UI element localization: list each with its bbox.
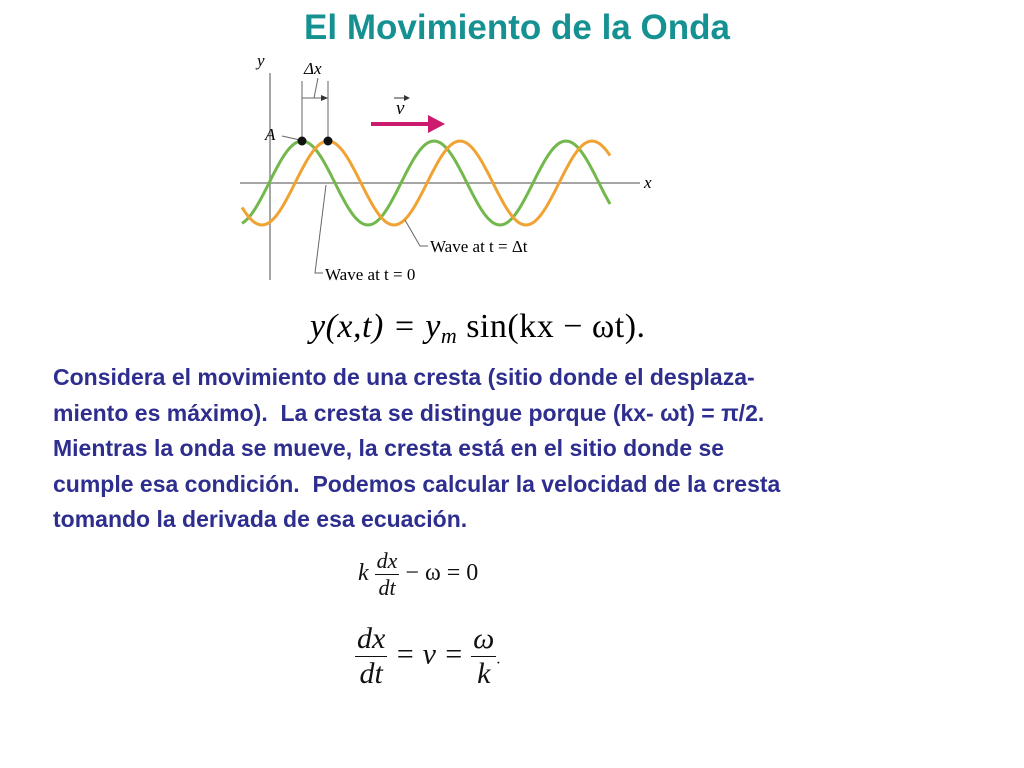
derivative-k: k bbox=[358, 560, 369, 587]
paragraph-line: miento es máximo). La cresta se distingue porque (kx- ωt) = π/2. bbox=[53, 399, 765, 426]
wave-equation-subscript: m bbox=[440, 323, 458, 348]
fraction-denominator: k bbox=[477, 657, 491, 690]
velocity-arrowhead bbox=[428, 115, 445, 133]
paragraph-line: Mientras la onda se mueve, la cresta está en el sitio donde se bbox=[53, 435, 725, 461]
velocity-equation bbox=[355, 622, 500, 691]
delta-x-pointer bbox=[314, 78, 318, 98]
paragraph-line: tomando la derivada de esa ecuación. bbox=[53, 506, 468, 532]
slide-title: El Movimiento de la Onda bbox=[304, 8, 730, 47]
crest-dot-dt bbox=[324, 137, 333, 146]
amplitude-leader bbox=[282, 136, 300, 140]
velocity-fraction-right bbox=[471, 622, 496, 691]
label-wave-t0: Wave at t = 0 bbox=[325, 265, 416, 284]
x-axis-label: x bbox=[644, 173, 652, 192]
explanation-paragraph bbox=[53, 360, 973, 538]
wave-equation-rhs: sin(kx − ωt). bbox=[457, 308, 646, 345]
velocity-middle: = v = bbox=[387, 637, 472, 671]
velocity-fraction-left bbox=[355, 622, 387, 691]
delta-x-label: Δx bbox=[304, 59, 322, 78]
fraction-numerator: dx bbox=[357, 622, 386, 655]
label-wave-dt: Wave at t = Δt bbox=[430, 237, 528, 256]
crest-dot-t0 bbox=[298, 137, 307, 146]
fraction-denominator: dt bbox=[378, 575, 396, 600]
velocity-vector-head bbox=[404, 95, 410, 101]
velocity-end: . bbox=[496, 650, 501, 668]
leader-wave-t0 bbox=[315, 185, 326, 273]
fraction-denominator: dt bbox=[359, 657, 383, 690]
derivative-fraction bbox=[375, 548, 400, 601]
derivative-equation bbox=[358, 548, 478, 601]
wave-equation-lhs: y(x,t) = y bbox=[310, 308, 441, 345]
wave-equation bbox=[310, 308, 646, 349]
fraction-numerator: ω bbox=[473, 622, 495, 655]
velocity-label: v bbox=[396, 98, 405, 119]
fraction-numerator: dx bbox=[376, 548, 398, 573]
paragraph-line: Considera el movimiento de una cresta (sitio donde el desplaza- bbox=[53, 364, 755, 390]
wave-figure bbox=[230, 48, 670, 293]
paragraph-line: cumple esa condición. Podemos calcular la velocidad de la cresta bbox=[53, 470, 781, 497]
y-axis-label: y bbox=[257, 51, 265, 70]
amplitude-label: A bbox=[265, 125, 276, 144]
delta-x-arrowhead bbox=[321, 95, 328, 101]
leader-wave-dt bbox=[405, 220, 428, 246]
derivative-rest: − ω = 0 bbox=[399, 560, 479, 587]
